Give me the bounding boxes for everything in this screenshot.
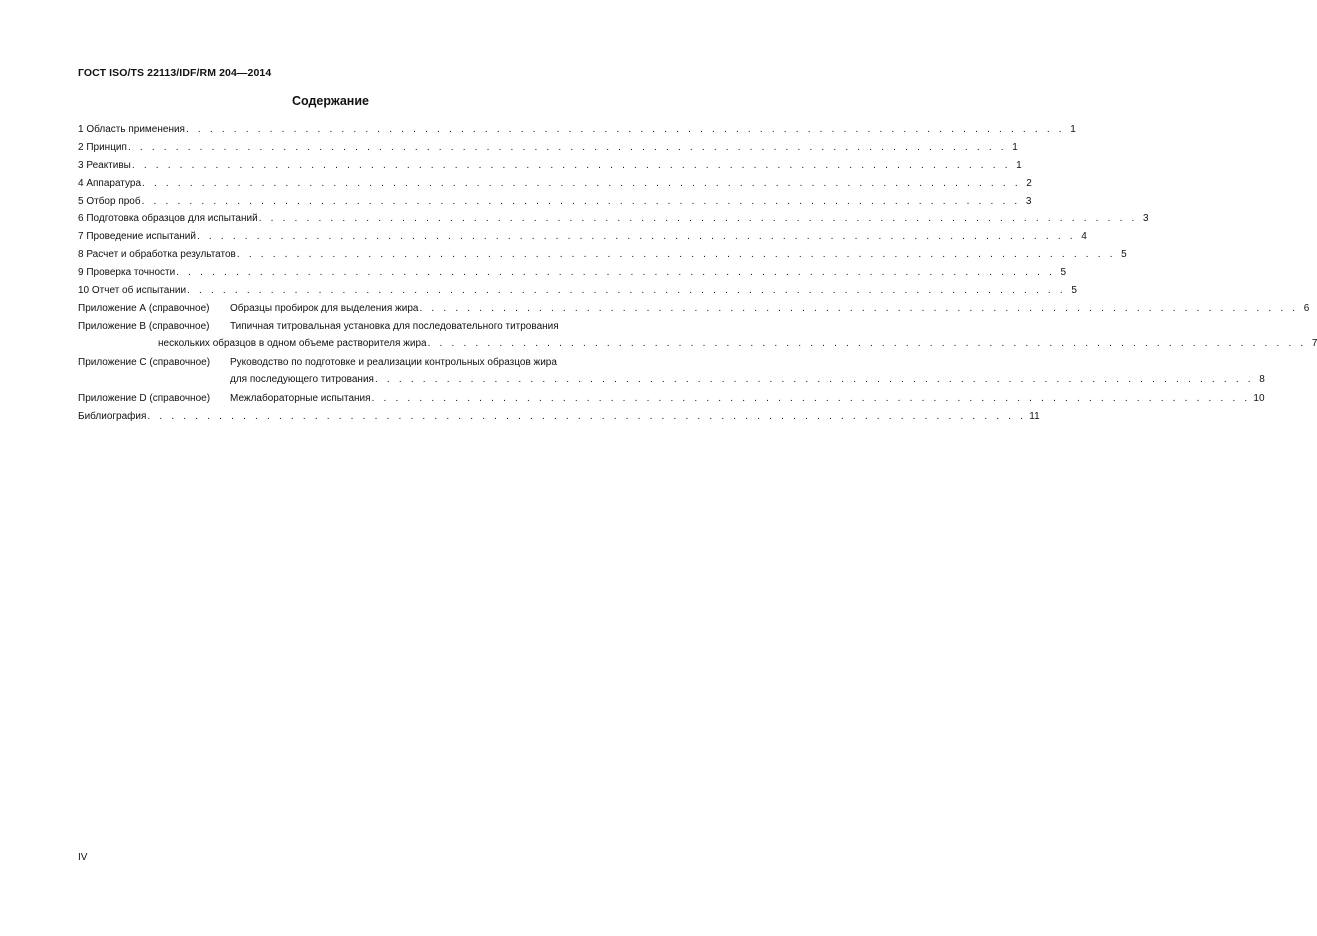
toc-entry-label: 4 Аппаратура — [78, 177, 142, 189]
toc-entry[interactable] — [78, 228, 1087, 246]
dot-leader: . . . . . . . . . . . . . . . . . . . . . . . . . . . . . . . . . . . . . . . . . . . . . . . . . . . . . . . . . . . . . . . . . . . . . . . . . . — [127, 141, 1007, 153]
toc-entry[interactable] — [78, 210, 1149, 228]
toc-entry-page: 4 — [1081, 231, 1087, 243]
toc-entry[interactable] — [78, 264, 1067, 282]
toc-entry[interactable] — [78, 121, 1076, 139]
toc-entry-label: 5 Отбор проб — [78, 195, 141, 207]
annex-title-line1: Типичная титровальная установка для последовательного титрования — [230, 320, 559, 332]
document-code: ГОСТ ISO/TS 22113/IDF/RM 204—2014 — [78, 67, 272, 79]
toc-entry-page: 3 — [1025, 195, 1032, 207]
toc-entry-label: 9 Проверка точности — [78, 267, 176, 279]
toc-annex-b[interactable] — [78, 319, 614, 335]
toc-entry[interactable] — [78, 282, 1077, 300]
dot-leader: . . . . . . . . . . . . . . . . . . . . . . . . . . . . . . . . . . . . . . . . . . . . . . . . . . . . . . . . . . . . . . . . . . . . . . . . . . — [147, 410, 1027, 422]
annex-page: 7 — [1311, 338, 1317, 350]
toc-entry-label: 2 Принцип — [78, 141, 127, 153]
toc-entry[interactable] — [78, 157, 1022, 175]
dot-leader: . . . . . . . . . . . . . . . . . . . . . . . . . . . . . . . . . . . . . . . . . . . . . . . . . . . . . . . . . . . . . . . . . . . . . . . . . . — [142, 177, 1021, 189]
annex-title-line1: Руководство по подготовке и реализации контрольных образцов жира — [230, 356, 557, 368]
toc-entry-page: 5 — [1060, 267, 1067, 279]
annex-name: Приложение С (справочное) — [78, 356, 211, 368]
dot-leader: . . . . . . . . . . . . . . . . . . . . . . . . . . . . . . . . . . . . . . . . . . . . . . . . . . . . . . . . . . . . . . . . . . . . . . . . . . — [419, 302, 1299, 314]
dot-leader: . . . . . . . . . . . . . . . . . . . . . . . . . . . . . . . . . . . . . . . . . . . . . . . . . . . . . . . . . . . . . . . . . . . . . . . . . . — [131, 159, 1011, 171]
bibliography-label: Библиография — [78, 410, 147, 422]
annex-page: 6 — [1303, 302, 1310, 314]
toc-entry-label: 7 Проведение испытаний — [78, 231, 196, 243]
toc-entry-page: 1 — [1012, 141, 1018, 153]
toc-entry-page: 5 — [1071, 285, 1077, 297]
toc-annex-c[interactable] — [78, 355, 614, 371]
dot-leader: . . . . . . . . . . . . . . . . . . . . . . . . . . . . . . . . . . . . . . . . . . . . . . . . . . . . . . . . . . . . . . . . . . . . . . . . . . — [141, 195, 1021, 207]
toc-entry-label: 10 Отчет об испытании — [78, 285, 187, 297]
toc-entry-page: 2 — [1026, 177, 1032, 189]
annex-name: Приложение А (справочное) — [78, 302, 210, 314]
annex-name: Приложение D (справочное) — [78, 392, 211, 404]
toc-entry[interactable] — [78, 175, 1032, 193]
table-of-contents — [78, 121, 1317, 426]
annex-title-line2: нескольких образцов в одном объеме растворителя жира — [158, 338, 427, 350]
annex-title-line2: для последующего титрования — [230, 374, 374, 386]
toc-annex-a[interactable] — [78, 300, 1310, 318]
dot-leader: . . . . . . . . . . . . . . . . . . . . . . . . . . . . . . . . . . . . . . . . . . . . . . . . . . . . . . . . . . . . . . . . . . . . . . . . . . — [374, 374, 1254, 386]
toc-entry-page: 3 — [1142, 213, 1149, 225]
dot-leader: . . . . . . . . . . . . . . . . . . . . . . . . . . . . . . . . . . . . . . . . . . . . . . . . . . . . . . . . . . . . . . . . . . . . . . . . . . — [236, 249, 1116, 261]
annex-page: 8 — [1259, 374, 1265, 386]
dot-leader: . . . . . . . . . . . . . . . . . . . . . . . . . . . . . . . . . . . . . . . . . . . . . . . . . . . . . . . . . . . . . . . . . . . . . . . . . . — [427, 338, 1307, 350]
bibliography-page: 11 — [1029, 410, 1040, 422]
toc-entry-page: 1 — [1016, 159, 1022, 171]
toc-entry[interactable] — [78, 139, 1018, 157]
toc-entry-label: 1 Область применения — [78, 124, 185, 135]
dot-leader: . . . . . . . . . . . . . . . . . . . . . . . . . . . . . . . . . . . . . . . . . . . . . . . . . . . . . . . . . . . . . . . . . . . . . . . . . . — [187, 285, 1066, 297]
toc-entry-label: 6 Подготовка образцов для испытаний — [78, 213, 258, 225]
dot-leader: . . . . . . . . . . . . . . . . . . . . . . . . . . . . . . . . . . . . . . . . . . . . . . . . . . . . . . . . . . . . . . . . . . . . . . . . . . — [176, 267, 1056, 279]
dot-leader: . . . . . . . . . . . . . . . . . . . . . . . . . . . . . . . . . . . . . . . . . . . . . . . . . . . . . . . . . . . . . . . . . . . . . . . . . . — [371, 392, 1251, 404]
toc-annex-b-continued[interactable] — [158, 336, 1317, 352]
toc-entry-page: 5 — [1121, 249, 1127, 261]
toc-title: Содержание — [291, 94, 369, 108]
toc-entry-label: 8 Расчет и обработка результатов — [78, 249, 236, 261]
annex-name: Приложение В (справочное) — [78, 320, 210, 332]
toc-annex-d[interactable] — [78, 390, 1265, 408]
dot-leader: . . . . . . . . . . . . . . . . . . . . . . . . . . . . . . . . . . . . . . . . . . . . . . . . . . . . . . . . . . . . . . . . . . . . . . . . . . — [258, 213, 1138, 225]
toc-annex-c-continued[interactable] — [230, 372, 1265, 388]
toc-entry[interactable] — [78, 193, 1032, 211]
annex-title: Межлабораторные испытания — [230, 392, 371, 404]
toc-entry-page: 1 — [1070, 124, 1076, 135]
dot-leader: . . . . . . . . . . . . . . . . . . . . . . . . . . . . . . . . . . . . . . . . . . . . . . . . . . . . . . . . . . . . . . . . . . . . . . . . . . — [185, 124, 1065, 135]
toc-entry-label: 3 Реактивы — [78, 159, 131, 171]
annex-page: 10 — [1253, 392, 1265, 404]
page-folio: IV — [78, 852, 88, 863]
toc-entry[interactable] — [78, 246, 1127, 264]
annex-title: Образцы пробирок для выделения жира — [230, 302, 419, 314]
toc-bibliography[interactable] — [78, 408, 1040, 426]
dot-leader: . . . . . . . . . . . . . . . . . . . . . . . . . . . . . . . . . . . . . . . . . . . . . . . . . . . . . . . . . . . . . . . . . . . . . . . . . . — [196, 231, 1076, 243]
